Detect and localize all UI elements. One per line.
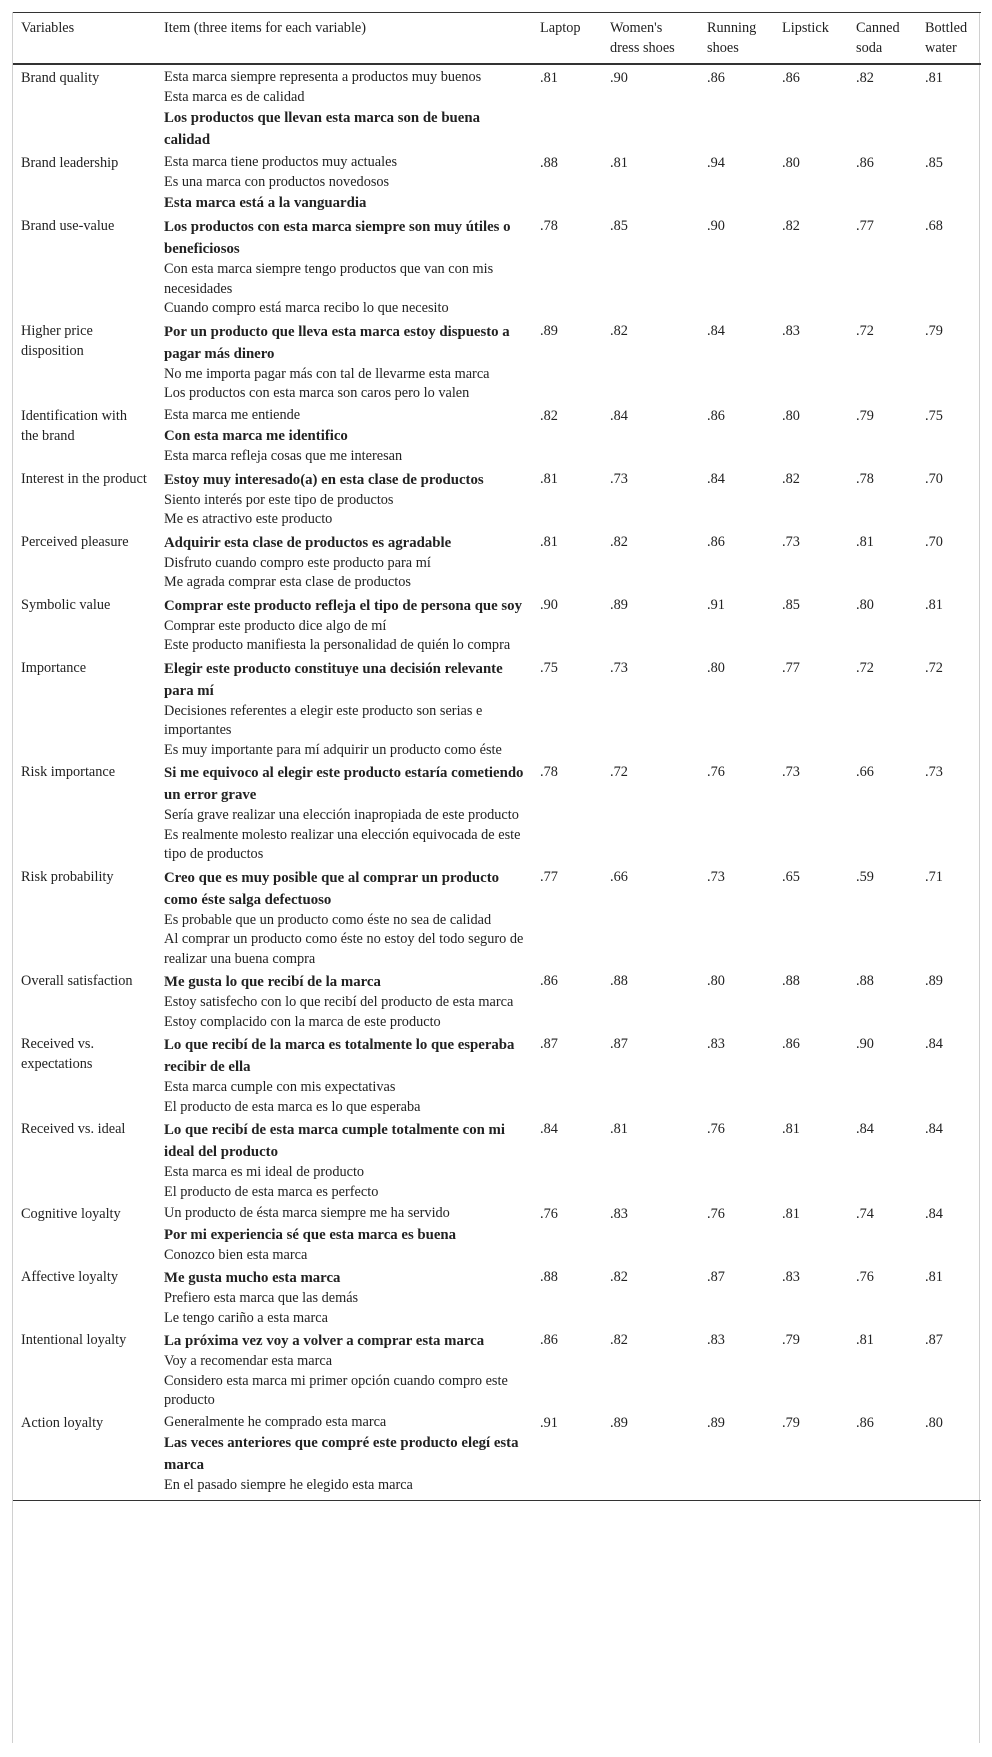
table-row <box>13 64 981 152</box>
items-cell <box>156 531 532 594</box>
value-cell-running-shoes: .83 <box>707 1036 725 1052</box>
value-cell-womens-dress-shoes: .81 <box>610 1121 628 1137</box>
items-cell <box>156 215 532 320</box>
value-cell-laptop: .81 <box>540 470 558 487</box>
value-cell-running-shoes: .89 <box>699 1412 774 1501</box>
item-text: Siento interés por este tipo de productos <box>164 491 394 508</box>
value-cell-running-shoes: .86 <box>707 70 725 86</box>
value-cell-canned-soda: .84 <box>856 1121 874 1137</box>
items-cell <box>156 405 532 468</box>
value-cell-running-shoes: .87 <box>707 1269 725 1285</box>
value-cell-canned-soda: .74 <box>856 1206 874 1222</box>
variable-cell: Perceived pleasure <box>21 533 129 550</box>
value-cell-canned-soda: .81 <box>856 1332 874 1348</box>
value-cell-lipstick: .80 <box>782 155 800 171</box>
item-text: Con esta marca siempre tengo productos que van con mis necesidades <box>164 261 494 297</box>
value-cell-running-shoes: .86 <box>707 407 725 424</box>
value-cell-bottled-water: .72 <box>925 659 943 676</box>
value-cell-lipstick: .79 <box>782 1332 800 1348</box>
header-item: Item (three items for each variable) <box>156 13 532 65</box>
item-text-highlighted: Si me equivoco al elegir este producto estaría cometiendo un error grave <box>164 765 524 803</box>
header-womens-dress-shoes: Women's dress shoes <box>602 13 699 65</box>
value-cell-running-shoes: .76 <box>707 1206 725 1222</box>
items-cell <box>156 761 532 866</box>
table-header-row <box>13 13 981 65</box>
table-row <box>13 1266 981 1329</box>
value-cell-womens-dress-shoes: .72 <box>610 764 628 780</box>
value-cell-lipstick: .81 <box>782 1121 800 1137</box>
variable-cell: Importance <box>21 659 87 676</box>
value-cell-running-shoes: .84 <box>707 470 725 487</box>
item-text: Al comprar un producto como éste no estoy del todo seguro de realizar una buena compra <box>164 931 524 967</box>
variable-cell: Received vs. expectations <box>21 1036 95 1072</box>
value-cell-laptop: .84 <box>540 1121 558 1137</box>
value-cell-bottled-water: .81 <box>925 1269 943 1285</box>
items-cell <box>156 1033 532 1118</box>
value-cell-running-shoes: .91 <box>707 596 725 613</box>
value-cell-bottled-water: .71 <box>925 868 943 885</box>
value-cell-running-shoes: .80 <box>707 973 725 989</box>
value-cell-laptop: .86 <box>540 973 558 989</box>
item-text: Comprar este producto dice algo de mí <box>164 617 387 634</box>
value-cell-laptop: .76 <box>540 1206 558 1222</box>
item-text-highlighted: La próxima vez voy a volver a comprar esta marca <box>164 1333 485 1349</box>
value-cell-laptop: .88 <box>540 1269 558 1285</box>
value-cell-womens-dress-shoes: .73 <box>610 659 628 676</box>
variable-cell: Brand quality <box>21 70 100 86</box>
items-cell <box>156 1118 532 1203</box>
items-cell <box>156 1329 532 1412</box>
value-cell-womens-dress-shoes: .85 <box>610 218 628 234</box>
value-cell-canned-soda: .77 <box>856 218 874 234</box>
value-cell-running-shoes: .76 <box>707 764 725 780</box>
header-bottled-water: Bottled water <box>917 13 981 65</box>
items-cell <box>156 152 532 215</box>
value-cell-lipstick: .86 <box>782 1036 800 1052</box>
variable-cell: Risk importance <box>21 764 116 780</box>
items-cell <box>156 657 532 762</box>
item-text: En el pasado siempre he elegido esta marca <box>164 1477 413 1493</box>
value-cell-bottled-water: .70 <box>925 470 943 487</box>
table-row <box>13 1329 981 1412</box>
value-cell-bottled-water: .68 <box>925 218 943 234</box>
value-cell-laptop: .81 <box>540 70 558 86</box>
variable-cell: Higher price disposition <box>21 322 93 359</box>
value-cell-lipstick: .81 <box>782 1206 800 1222</box>
item-text: Decisiones referentes a elegir este producto son serias e importantes <box>164 702 483 738</box>
value-cell-womens-dress-shoes: .90 <box>610 70 628 86</box>
value-cell-womens-dress-shoes: .73 <box>610 470 628 487</box>
value-cell-canned-soda: .72 <box>856 659 874 676</box>
table-row <box>13 468 981 531</box>
table-row <box>13 320 981 405</box>
value-cell-lipstick: .82 <box>782 470 800 487</box>
item-text-highlighted: Los productos que llevan esta marca son de buena calidad <box>164 110 480 148</box>
item-text-highlighted: Las veces anteriores que compré este producto elegí esta marca <box>164 1435 519 1473</box>
item-text-highlighted: Me gusta lo que recibí de la marca <box>164 974 381 990</box>
value-cell-laptop: .89 <box>540 322 558 339</box>
item-text: Me es atractivo este producto <box>164 511 333 527</box>
value-cell-canned-soda: .82 <box>856 70 874 86</box>
variable-cell: Risk probability <box>21 868 114 885</box>
value-cell-lipstick: .86 <box>782 70 800 86</box>
item-text-highlighted: Lo que recibí de la marca es totalmente lo que esperaba recibir de ella <box>164 1037 515 1075</box>
value-cell-canned-soda: .80 <box>856 596 874 613</box>
item-text-highlighted: Creo que es muy posible que al comprar un producto como éste salga defectuoso <box>164 869 500 908</box>
item-text-highlighted: Por un producto que lleva esta marca estoy dispuesto a pagar más dinero <box>164 323 510 362</box>
value-cell-running-shoes: .76 <box>707 1121 725 1137</box>
value-cell-canned-soda: .59 <box>856 868 874 885</box>
items-cell <box>156 1203 532 1266</box>
value-cell-laptop: .75 <box>540 659 558 676</box>
value-cell-lipstick: .73 <box>782 764 800 780</box>
items-cell <box>156 866 532 971</box>
value-cell-bottled-water: .89 <box>925 973 943 989</box>
value-cell-canned-soda: .66 <box>856 764 874 780</box>
value-cell-canned-soda: .76 <box>856 1269 874 1285</box>
item-text: Estoy satisfecho con lo que recibí del producto de esta marca <box>164 994 514 1010</box>
value-cell-canned-soda: .86 <box>848 1412 917 1501</box>
item-text: Le tengo cariño a esta marca <box>164 1309 328 1326</box>
value-cell-canned-soda: .90 <box>856 1036 874 1052</box>
item-text: Disfruto cuando compro este producto para mí <box>164 554 431 571</box>
value-cell-lipstick: .83 <box>782 1269 800 1285</box>
value-cell-lipstick: .83 <box>782 322 800 339</box>
variable-cell: Cognitive loyalty <box>21 1206 121 1222</box>
variable-cell: Intentional loyalty <box>21 1332 127 1348</box>
value-cell-womens-dress-shoes: .88 <box>610 973 628 989</box>
value-cell-laptop: .78 <box>540 764 558 780</box>
item-text: Prefiero esta marca que las demás <box>164 1290 359 1306</box>
value-cell-bottled-water: .87 <box>925 1332 943 1348</box>
item-text: Este producto manifiesta la personalidad de quién lo compra <box>164 637 511 653</box>
header-lipstick: Lipstick <box>774 13 848 65</box>
value-cell-bottled-water: .80 <box>917 1412 981 1501</box>
item-text: Es probable que un producto como éste no sea de calidad <box>164 911 492 928</box>
value-cell-womens-dress-shoes: .81 <box>610 155 628 171</box>
value-cell-lipstick: .88 <box>782 973 800 989</box>
item-text-highlighted: Por mi experiencia sé que esta marca es buena <box>164 1226 457 1243</box>
value-cell-laptop: .77 <box>540 868 558 885</box>
value-cell-lipstick: .79 <box>774 1412 848 1501</box>
table-row <box>13 1203 981 1266</box>
value-cell-canned-soda: .86 <box>856 155 874 171</box>
item-text: El producto de esta marca es perfecto <box>164 1183 379 1200</box>
items-cell <box>156 468 532 531</box>
item-text: Esta marca siempre representa a productos muy buenos <box>164 69 482 85</box>
value-cell-running-shoes: .90 <box>707 218 725 234</box>
value-cell-lipstick: .80 <box>782 407 800 424</box>
item-text: Un producto de ésta marca siempre me ha servido <box>164 1205 450 1221</box>
item-text: Voy a recomendar esta marca <box>164 1353 333 1369</box>
item-text-highlighted: Adquirir esta clase de productos es agradable <box>164 534 452 551</box>
value-cell-bottled-water: .79 <box>925 322 943 339</box>
table-row <box>13 657 981 762</box>
items-cell <box>156 64 532 152</box>
value-cell-laptop: .82 <box>540 407 558 424</box>
value-cell-bottled-water: .70 <box>925 533 943 550</box>
variable-cell: Interest in the product <box>21 470 147 487</box>
item-text-highlighted: Esta marca está a la vanguardia <box>164 195 367 211</box>
table-row <box>13 1033 981 1118</box>
variable-cell: Overall satisfaction <box>21 973 133 989</box>
item-text-highlighted: Estoy muy interesado(a) en esta clase de productos <box>164 471 484 488</box>
item-text: Esta marca refleja cosas que me interesan <box>164 448 403 464</box>
items-cell <box>156 1266 532 1329</box>
value-cell-lipstick: .73 <box>782 533 800 550</box>
table-row <box>13 1412 981 1501</box>
item-text-highlighted: Lo que recibí de esta marca cumple totalmente con mi ideal del producto <box>164 1122 505 1160</box>
table-page <box>12 12 980 1743</box>
value-cell-laptop: .90 <box>540 596 558 613</box>
value-cell-womens-dress-shoes: .89 <box>610 596 628 613</box>
value-cell-bottled-water: .75 <box>925 407 943 424</box>
value-cell-running-shoes: .80 <box>707 659 725 676</box>
header-variables: Variables <box>13 13 156 65</box>
value-cell-bottled-water: .73 <box>925 764 943 780</box>
table-row <box>13 152 981 215</box>
value-cell-lipstick: .77 <box>782 659 800 676</box>
value-cell-lipstick: .82 <box>782 218 800 234</box>
table-row <box>13 1118 981 1203</box>
item-text-highlighted: Los productos con esta marca siempre son muy útiles o beneficiosos <box>164 219 511 257</box>
table-row <box>13 215 981 320</box>
value-cell-bottled-water: .81 <box>925 596 943 613</box>
item-text: Esta marca es mi ideal de producto <box>164 1164 365 1180</box>
value-cell-canned-soda: .88 <box>856 973 874 989</box>
value-cell-running-shoes: .83 <box>707 1332 725 1348</box>
variable-cell: Brand use-value <box>21 218 115 234</box>
reliability-table <box>13 12 981 1501</box>
value-cell-womens-dress-shoes: .82 <box>610 1269 628 1285</box>
value-cell-bottled-water: .84 <box>925 1036 943 1052</box>
item-text: Generalmente he comprado esta marca <box>164 1413 387 1430</box>
value-cell-laptop: .81 <box>540 533 558 550</box>
items-cell <box>156 320 532 405</box>
item-text: Es muy importante para mí adquirir un producto como éste <box>164 741 502 758</box>
value-cell-laptop: .87 <box>540 1036 558 1052</box>
variable-cell: Identification with the brand <box>21 407 128 444</box>
variable-cell: Affective loyalty <box>21 1269 118 1285</box>
value-cell-womens-dress-shoes: .83 <box>610 1206 628 1222</box>
header-laptop: Laptop <box>532 13 602 65</box>
variable-cell: Brand leadership <box>21 155 119 171</box>
table-row <box>13 531 981 594</box>
items-cell <box>156 1412 532 1501</box>
value-cell-womens-dress-shoes: .66 <box>610 868 628 885</box>
value-cell-running-shoes: .86 <box>707 533 725 550</box>
item-text: Esta marca cumple con mis expectativas <box>164 1079 396 1095</box>
value-cell-canned-soda: .72 <box>856 322 874 339</box>
item-text: Me agrada comprar esta clase de productos <box>164 574 411 590</box>
item-text: Esta marca tiene productos muy actuales <box>164 154 398 170</box>
value-cell-lipstick: .85 <box>782 596 800 613</box>
table-row <box>13 761 981 866</box>
item-text: Los productos con esta marca son caros pero lo valen <box>164 385 470 401</box>
value-cell-womens-dress-shoes: .82 <box>610 533 628 550</box>
table-row <box>13 970 981 1033</box>
value-cell-womens-dress-shoes: .82 <box>610 322 628 339</box>
item-text-highlighted: Me gusta mucho esta marca <box>164 1270 341 1286</box>
table-row <box>13 405 981 468</box>
item-text: Estoy complacido con la marca de este producto <box>164 1013 441 1030</box>
item-text: Es una marca con productos novedosos <box>164 173 390 190</box>
item-text: Esta marca me entiende <box>164 406 301 423</box>
value-cell-bottled-water: .85 <box>925 155 943 171</box>
value-cell-laptop: .78 <box>540 218 558 234</box>
item-text: Es realmente molesto realizar una elección equivocada de este tipo de productos <box>164 826 521 862</box>
value-cell-running-shoes: .94 <box>707 155 725 171</box>
value-cell-womens-dress-shoes: .82 <box>610 1332 628 1348</box>
item-text: Cuando compro está marca recibo lo que necesito <box>164 300 449 316</box>
item-text: Conozco bien esta marca <box>164 1246 308 1263</box>
value-cell-canned-soda: .79 <box>856 407 874 424</box>
value-cell-laptop: .88 <box>540 155 558 171</box>
value-cell-laptop: .91 <box>532 1412 602 1501</box>
variable-cell: Received vs. ideal <box>21 1121 126 1137</box>
value-cell-womens-dress-shoes: .84 <box>610 407 628 424</box>
value-cell-running-shoes: .84 <box>707 322 725 339</box>
item-text-highlighted: Con esta marca me identifico <box>164 428 348 444</box>
value-cell-canned-soda: .78 <box>856 470 874 487</box>
header-canned-soda: Canned soda <box>848 13 917 65</box>
value-cell-canned-soda: .81 <box>856 533 874 550</box>
items-cell <box>156 970 532 1033</box>
table-row <box>13 594 981 657</box>
header-running-shoes: Running shoes <box>699 13 774 65</box>
variable-cell: Action loyalty <box>13 1412 156 1501</box>
item-text: Esta marca es de calidad <box>164 88 305 105</box>
item-text-highlighted: Comprar este producto refleja el tipo de persona que soy <box>164 597 522 614</box>
value-cell-bottled-water: .81 <box>925 70 943 86</box>
value-cell-womens-dress-shoes: .87 <box>610 1036 628 1052</box>
item-text-highlighted: Elegir este producto constituye una decisión relevante para mí <box>164 660 503 699</box>
value-cell-womens-dress-shoes: .89 <box>602 1412 699 1501</box>
table-body <box>13 64 981 1500</box>
item-text: Sería grave realizar una elección inapropiada de este producto <box>164 807 519 823</box>
items-cell <box>156 594 532 657</box>
value-cell-lipstick: .65 <box>782 868 800 885</box>
value-cell-bottled-water: .84 <box>925 1206 943 1222</box>
item-text: No me importa pagar más con tal de llevarme esta marca <box>164 365 490 382</box>
item-text: El producto de esta marca es lo que esperaba <box>164 1098 421 1115</box>
value-cell-bottled-water: .84 <box>925 1121 943 1137</box>
variable-cell: Symbolic value <box>21 596 111 613</box>
table-row <box>13 866 981 971</box>
item-text: Considero esta marca mi primer opción cuando compro este producto <box>164 1372 508 1408</box>
value-cell-running-shoes: .73 <box>707 868 725 885</box>
value-cell-laptop: .86 <box>540 1332 558 1348</box>
